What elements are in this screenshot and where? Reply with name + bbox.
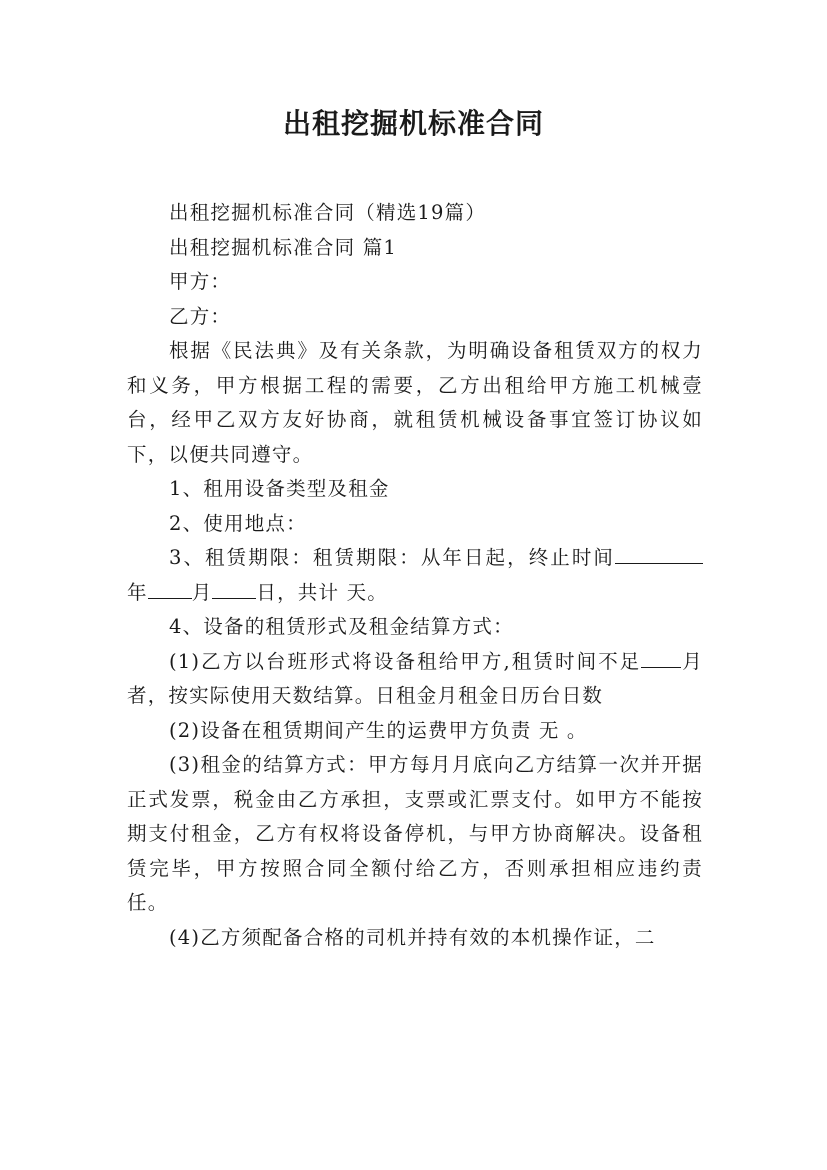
paragraph-party-a: 甲方：	[169, 270, 232, 293]
clause-3-text: 3、租赁期限：租赁期限：从年日起，终止时间	[169, 546, 615, 569]
paragraph-clause-3	[127, 541, 703, 610]
item-1-text: (1)乙方以台班形式将设备租给甲方,租赁时间不足	[169, 649, 642, 673]
clause-3-year: 年	[127, 580, 148, 604]
paragraph-clause-1: 1、租用设备类型及租金	[169, 477, 390, 500]
item-1-text-continued: 月者，按实际使用天数结算。日租金月租金日历台日数	[127, 649, 704, 707]
paragraph-preamble: 根据《民法典》及有关条款，为明确设备租赁双方的权力和义务，甲方根据工程的需要，乙方出租给甲方施工机械壹台，经甲乙双方友好协商，就租赁机械设备事宜签订协议如下，以便共同遵守。	[127, 339, 703, 466]
paragraph-item-2: (2)设备在租赁期间产生的运费甲方负责 无 。	[169, 718, 588, 742]
paragraph-party-b: 乙方：	[169, 304, 232, 328]
paragraph-subtitle: 出租挖掘机标准合同（精选19篇）	[169, 201, 487, 224]
clause-3-month: 月	[191, 580, 213, 604]
document-body	[127, 196, 703, 955]
document-title: 出租挖掘机标准合同	[282, 107, 544, 140]
paragraph-section-heading: 出租挖掘机标准合同 篇1	[169, 235, 398, 259]
paragraph-clause-2: 2、使用地点：	[169, 511, 307, 535]
paragraph-item-4: (4)乙方须配备合格的司机并持有效的本机操作证，二	[169, 925, 656, 949]
blank-line	[641, 646, 681, 668]
clause-3-day: 日，共计 天。	[256, 580, 389, 604]
paragraph-item-3: (3)租金的结算方式：甲方每月月底向乙方结算一次并开据正式发票，税金由乙方承担，支票或汇票支付。如甲方不能按期支付租金，乙方有权将设备停机，与甲方协商解决。设备租赁完毕，甲方按照合同全额付给乙方，否则承担相应违约责任。	[127, 753, 703, 914]
blank-line	[148, 577, 192, 599]
paragraph-clause-4: 4、设备的租赁形式及租金结算方式：	[169, 615, 514, 638]
blank-line	[615, 542, 703, 564]
paragraph-item-1	[127, 645, 703, 714]
blank-line	[212, 577, 256, 599]
